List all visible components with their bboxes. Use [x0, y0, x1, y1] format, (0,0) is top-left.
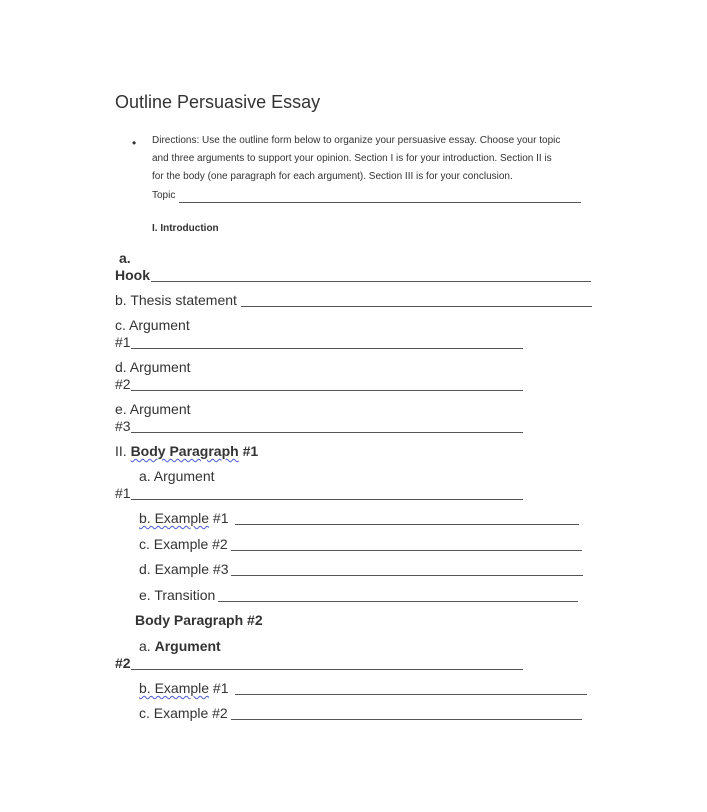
directions-line-1: Directions: Use the outline form below to organize your persuasive essay. Choose your topic [152, 135, 561, 146]
section-body-prefix: II. [115, 443, 131, 459]
intro-argument-2-label: d. Argument [115, 359, 191, 375]
p1-argument-label: a. Argument [139, 468, 215, 484]
p2-example-1-blank-line[interactable] [235, 694, 587, 695]
directions-line-3: for the body (one paragraph for each argument). Section III is for your conclusion. [152, 171, 513, 182]
page-title: Outline Persuasive Essay [115, 92, 321, 112]
section-body-heading [115, 443, 258, 459]
p1-transition: e. Transition [139, 587, 216, 603]
hook-letter: a. [119, 250, 131, 266]
p2-argument-word: Argument [154, 638, 221, 654]
hook-blank-line[interactable] [151, 281, 591, 282]
intro-argument-3-blank-line[interactable] [131, 432, 523, 433]
p2-example-1 [139, 680, 229, 696]
topic-label: Topic [152, 190, 176, 201]
p2-argument-blank-line[interactable] [131, 669, 523, 670]
intro-argument-2-number: #2 [115, 376, 131, 392]
section-body-heading-link: Body Paragraph [130, 443, 239, 459]
p1-transition-blank-line[interactable] [218, 601, 578, 602]
section-body-heading-suffix: #1 [238, 443, 259, 459]
p2-argument-number: #2 [115, 655, 131, 671]
p2-example-1-link: b. Example [139, 680, 210, 696]
p2-argument-prefix: a. [139, 638, 155, 654]
intro-argument-2-blank-line[interactable] [131, 390, 523, 391]
p2-argument-label [139, 638, 221, 654]
p2-example-2-blank-line[interactable] [231, 719, 582, 720]
intro-argument-1-label: c. Argument [115, 317, 190, 333]
bullet-marker: • [132, 136, 137, 150]
thesis-blank-line[interactable] [241, 306, 592, 307]
intro-argument-3-label: e. Argument [115, 401, 191, 417]
p1-example-3: d. Example #3 [139, 561, 229, 577]
p1-argument-number: #1 [115, 485, 131, 501]
p1-example-1-blank-line[interactable] [235, 524, 579, 525]
p1-example-1 [139, 510, 229, 526]
thesis-label: b. Thesis statement [115, 292, 237, 308]
p1-argument-blank-line[interactable] [131, 499, 523, 500]
topic-blank-line[interactable] [179, 202, 581, 203]
p1-example-1-link: b. Example [139, 510, 210, 526]
intro-argument-1-number: #1 [115, 334, 131, 350]
directions-line-2: and three arguments to support your opinion. Section I is for your introduction. Section II is [152, 153, 552, 164]
p2-heading: Body Paragraph #2 [135, 612, 263, 628]
p1-example-2: c. Example #2 [139, 536, 228, 552]
p2-example-2: c. Example #2 [139, 705, 228, 721]
p1-example-2-blank-line[interactable] [231, 550, 582, 551]
section-introduction-heading: I. Introduction [152, 223, 219, 234]
p1-example-3-blank-line[interactable] [231, 575, 583, 576]
hook-label: Hook [115, 267, 150, 283]
intro-argument-3-number: #3 [115, 418, 131, 434]
intro-argument-1-blank-line[interactable] [131, 348, 523, 349]
p2-example-1-suffix: #1 [209, 680, 229, 696]
p1-example-1-suffix: #1 [209, 510, 229, 526]
